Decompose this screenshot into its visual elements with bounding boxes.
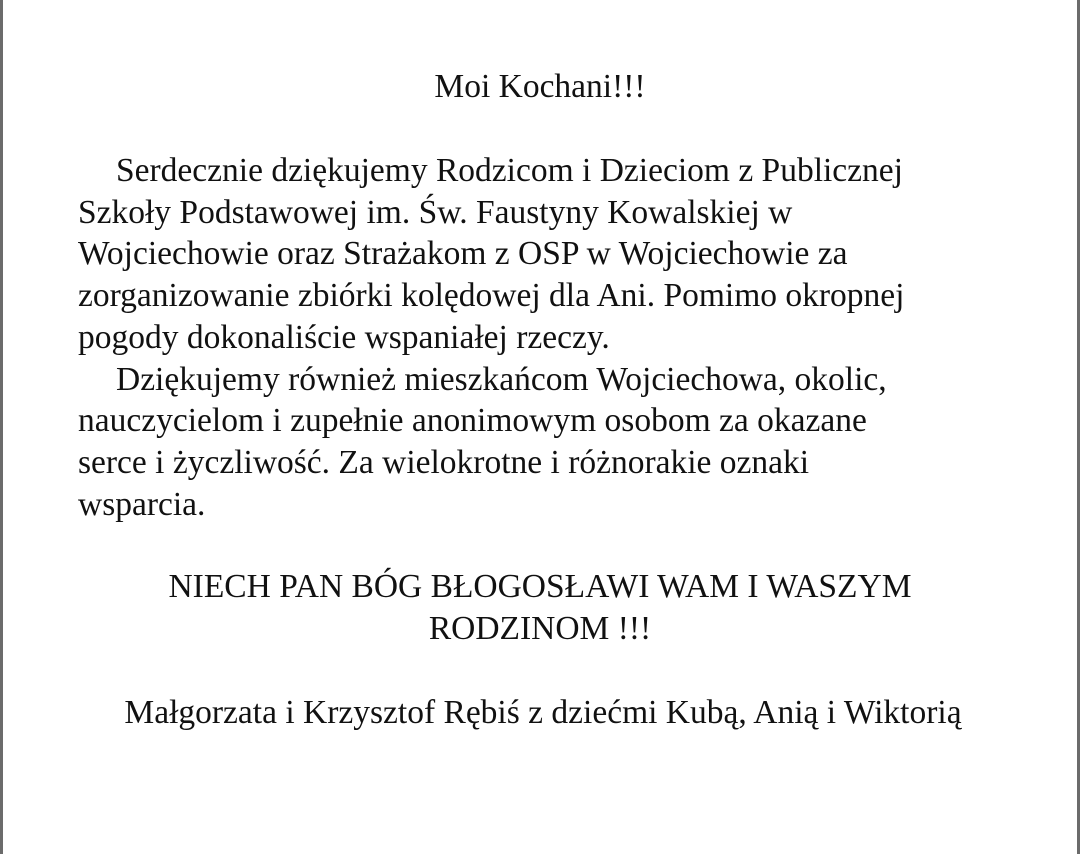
letter-body	[78, 150, 1018, 525]
paragraph-2-line: wsparcia.	[78, 485, 206, 523]
paragraph-2-line: serce i życzliwość. Za wielokrotne i różnorakie oznaki	[78, 443, 810, 481]
paragraph-2-line: Dziękujemy również mieszkańcom Wojciechowa, okolic,	[116, 360, 887, 398]
paragraph-1-line: zorganizowanie zbiórki kolędowej dla Ani. Pomimo okropnej	[78, 277, 905, 315]
paragraph-1-line: Wojciechowie oraz Strażakom z OSP w Wojciechowie za	[78, 235, 848, 273]
signature: Małgorzata i Krzysztof Rębiś z dziećmi Kubą, Anią i Wiktorią	[124, 694, 962, 731]
paragraph-2-line: nauczycielom i zupełnie anonimowym osobom za okazane	[78, 402, 867, 440]
paragraph-1-line: Serdecznie dziękujemy Rodzicom i Dzieciom z Publicznej	[116, 152, 903, 189]
paragraph-1-line: pogody dokonaliście wspaniałej rzeczy.	[78, 318, 610, 356]
blessing	[3, 566, 1077, 649]
blessing-line: RODZINOM !!!	[428, 609, 652, 647]
paragraph-1-line: Szkoły Podstawowej im. Św. Faustyny Kowalskiej w	[78, 193, 793, 231]
blessing-line: NIECH PAN BÓG BŁOGOSŁAWI WAM I WASZYM	[168, 568, 912, 605]
greeting: Moi Kochani!!!	[434, 68, 646, 105]
